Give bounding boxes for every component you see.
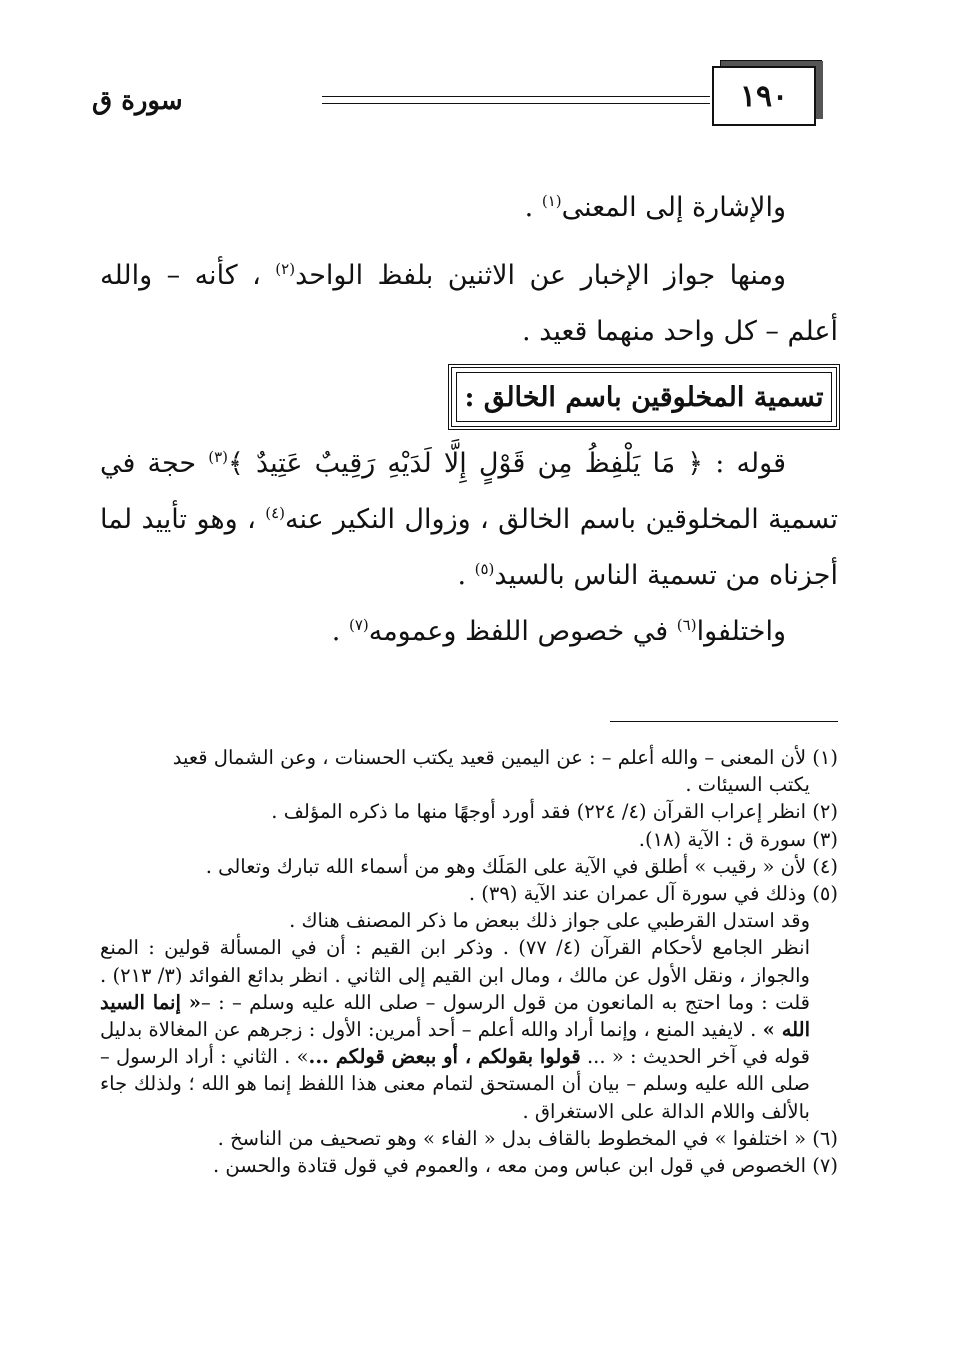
footnote-ref-3[interactable]: (٣) [208, 448, 229, 466]
body-text-top [100, 180, 838, 372]
footnote-ref-6[interactable]: (٦) [676, 616, 697, 634]
verse-paragraph [100, 436, 838, 604]
footnote-6: (٦) « اختلفوا » في المخطوط بالقاف بدل « الفاء » وهو تصحيف من الناسخ . [217, 1126, 838, 1150]
body-paragraph-1 [100, 248, 838, 360]
body-text-span: ، وهو تأييد لما أجزناه من تسمية الناس بالسيد [100, 504, 838, 591]
footnote-ref-1[interactable]: (١) [541, 192, 562, 210]
footnote-ref-2[interactable]: (٢) [275, 260, 296, 278]
body-text-span: ومنها جواز الإخبار عن الاثنين بلفظ الواحد [295, 260, 786, 291]
body-text-span: . [457, 560, 475, 591]
section-heading: تسمية المخلوقين باسم الخالق : [464, 381, 824, 413]
footnote-ref-7[interactable]: (٧) [348, 616, 369, 634]
footnote-ref-5[interactable]: (٥) [474, 560, 495, 578]
footnote-7: (٧) الخصوص في قول ابن عباس ومن معه ، والعموم في قول قتادة والحسن . [213, 1154, 838, 1178]
body-paragraph-2 [100, 436, 838, 616]
footnotes [100, 744, 838, 1179]
footnote-3: (٣) سورة ق : الآية (١٨). [638, 827, 838, 851]
body-text-span: حجة في تسمية المخلوقين باسم الخالق ، وزوال النكير عنه [100, 448, 838, 535]
body-text-span: والإشارة إلى المعنى [561, 192, 786, 223]
footnote-5-paragraph-2 [100, 934, 838, 1124]
body-text-span: . [331, 616, 349, 647]
page-number: ١٩٠ [739, 78, 789, 114]
body-text-span: . [524, 192, 542, 223]
body-paragraph-3 [100, 604, 838, 672]
page-number-box [712, 66, 816, 126]
quran-verse: قوله : ﴿ مَا يَلْفِظُ مِن قَوْلٍ إِلَّا لَدَيْهِ رَقِيبٌ عَتِيدٌ ﴾ [228, 448, 787, 479]
footnote-text: . لايفيد المنع ، وإنما أراد والله أعلم – أحد أمرين: الأول : زجرهم عن المغالاة بدليل قوله في آخر الحديث : « ... [100, 1018, 811, 1069]
footnote-text: » . الثاني : أراد الرسول – صلى الله عليه وسلم – بيان أن المستحق لتمام معنى هذا اللفظ إنما هو الله ؛ ولذلك جاء بالألف واللام الدالة على الاستغراق . [100, 1045, 810, 1123]
body-text-span: في خصوص اللفظ وعمومه [368, 616, 677, 647]
hadith-quote: « إنما السيد الله » [100, 990, 810, 1042]
footnote-ref-4[interactable]: (٤) [265, 504, 286, 522]
body-text-span: واختلفوا [696, 616, 786, 647]
footnote-2: (٢) انظر إعراب القرآن (٤/ ٢٢٤) فقد أورد أوجهًا منها ما ذكره المؤلف . [271, 800, 838, 824]
body-text-span: ، كأنه – والله أعلم – كل واحد منهما قعيد . [100, 260, 838, 347]
footnote-1 [100, 744, 838, 798]
footnote-text: (١) لأن المعنى – والله أعلم – : عن اليمين قعيد يكتب الحسنات ، وعن الشمال قعيد [172, 746, 838, 769]
body-line-1 [100, 180, 838, 236]
footnote-5-paragraph-1: وقد استدل القرطبي على جواز ذلك ببعض ما ذكر المصنف هناك . [289, 909, 810, 933]
footnote-4: (٤) لأن « رقيب » أطلق في الآية على المَلَك وهو من أسماء الله تبارك وتعالى . [205, 854, 838, 878]
footnote-continuation: يكتب السيئات . [685, 773, 810, 797]
footnote-5: (٥) وذلك في سورة آل عمران عند الآية (٣٩) . [468, 882, 838, 906]
header-double-rule [322, 96, 710, 104]
footnote-text: انظر الجامع لأحكام القرآن (٤/ ٧٧) . وذكر ابن القيم : أن في المسألة قولين : المنع والجواز ، ونقل الأول عن مالك ، ومال ابن القيم إلى الثاني . انظر بدائع الفوائد (٣/ ٢١٣) . قلت : وما احتج به المانعون من قول الرسول – صلى الله عليه وسلم – : – [100, 936, 810, 1014]
body-line-last [100, 604, 838, 660]
section-heading-box [448, 364, 840, 430]
running-header-surah-name: سورة ق [92, 86, 183, 116]
hadith-quote: قولوا بقولكم ، أو ببعض قولكم ... [308, 1045, 581, 1069]
footnote-separator [610, 721, 838, 722]
